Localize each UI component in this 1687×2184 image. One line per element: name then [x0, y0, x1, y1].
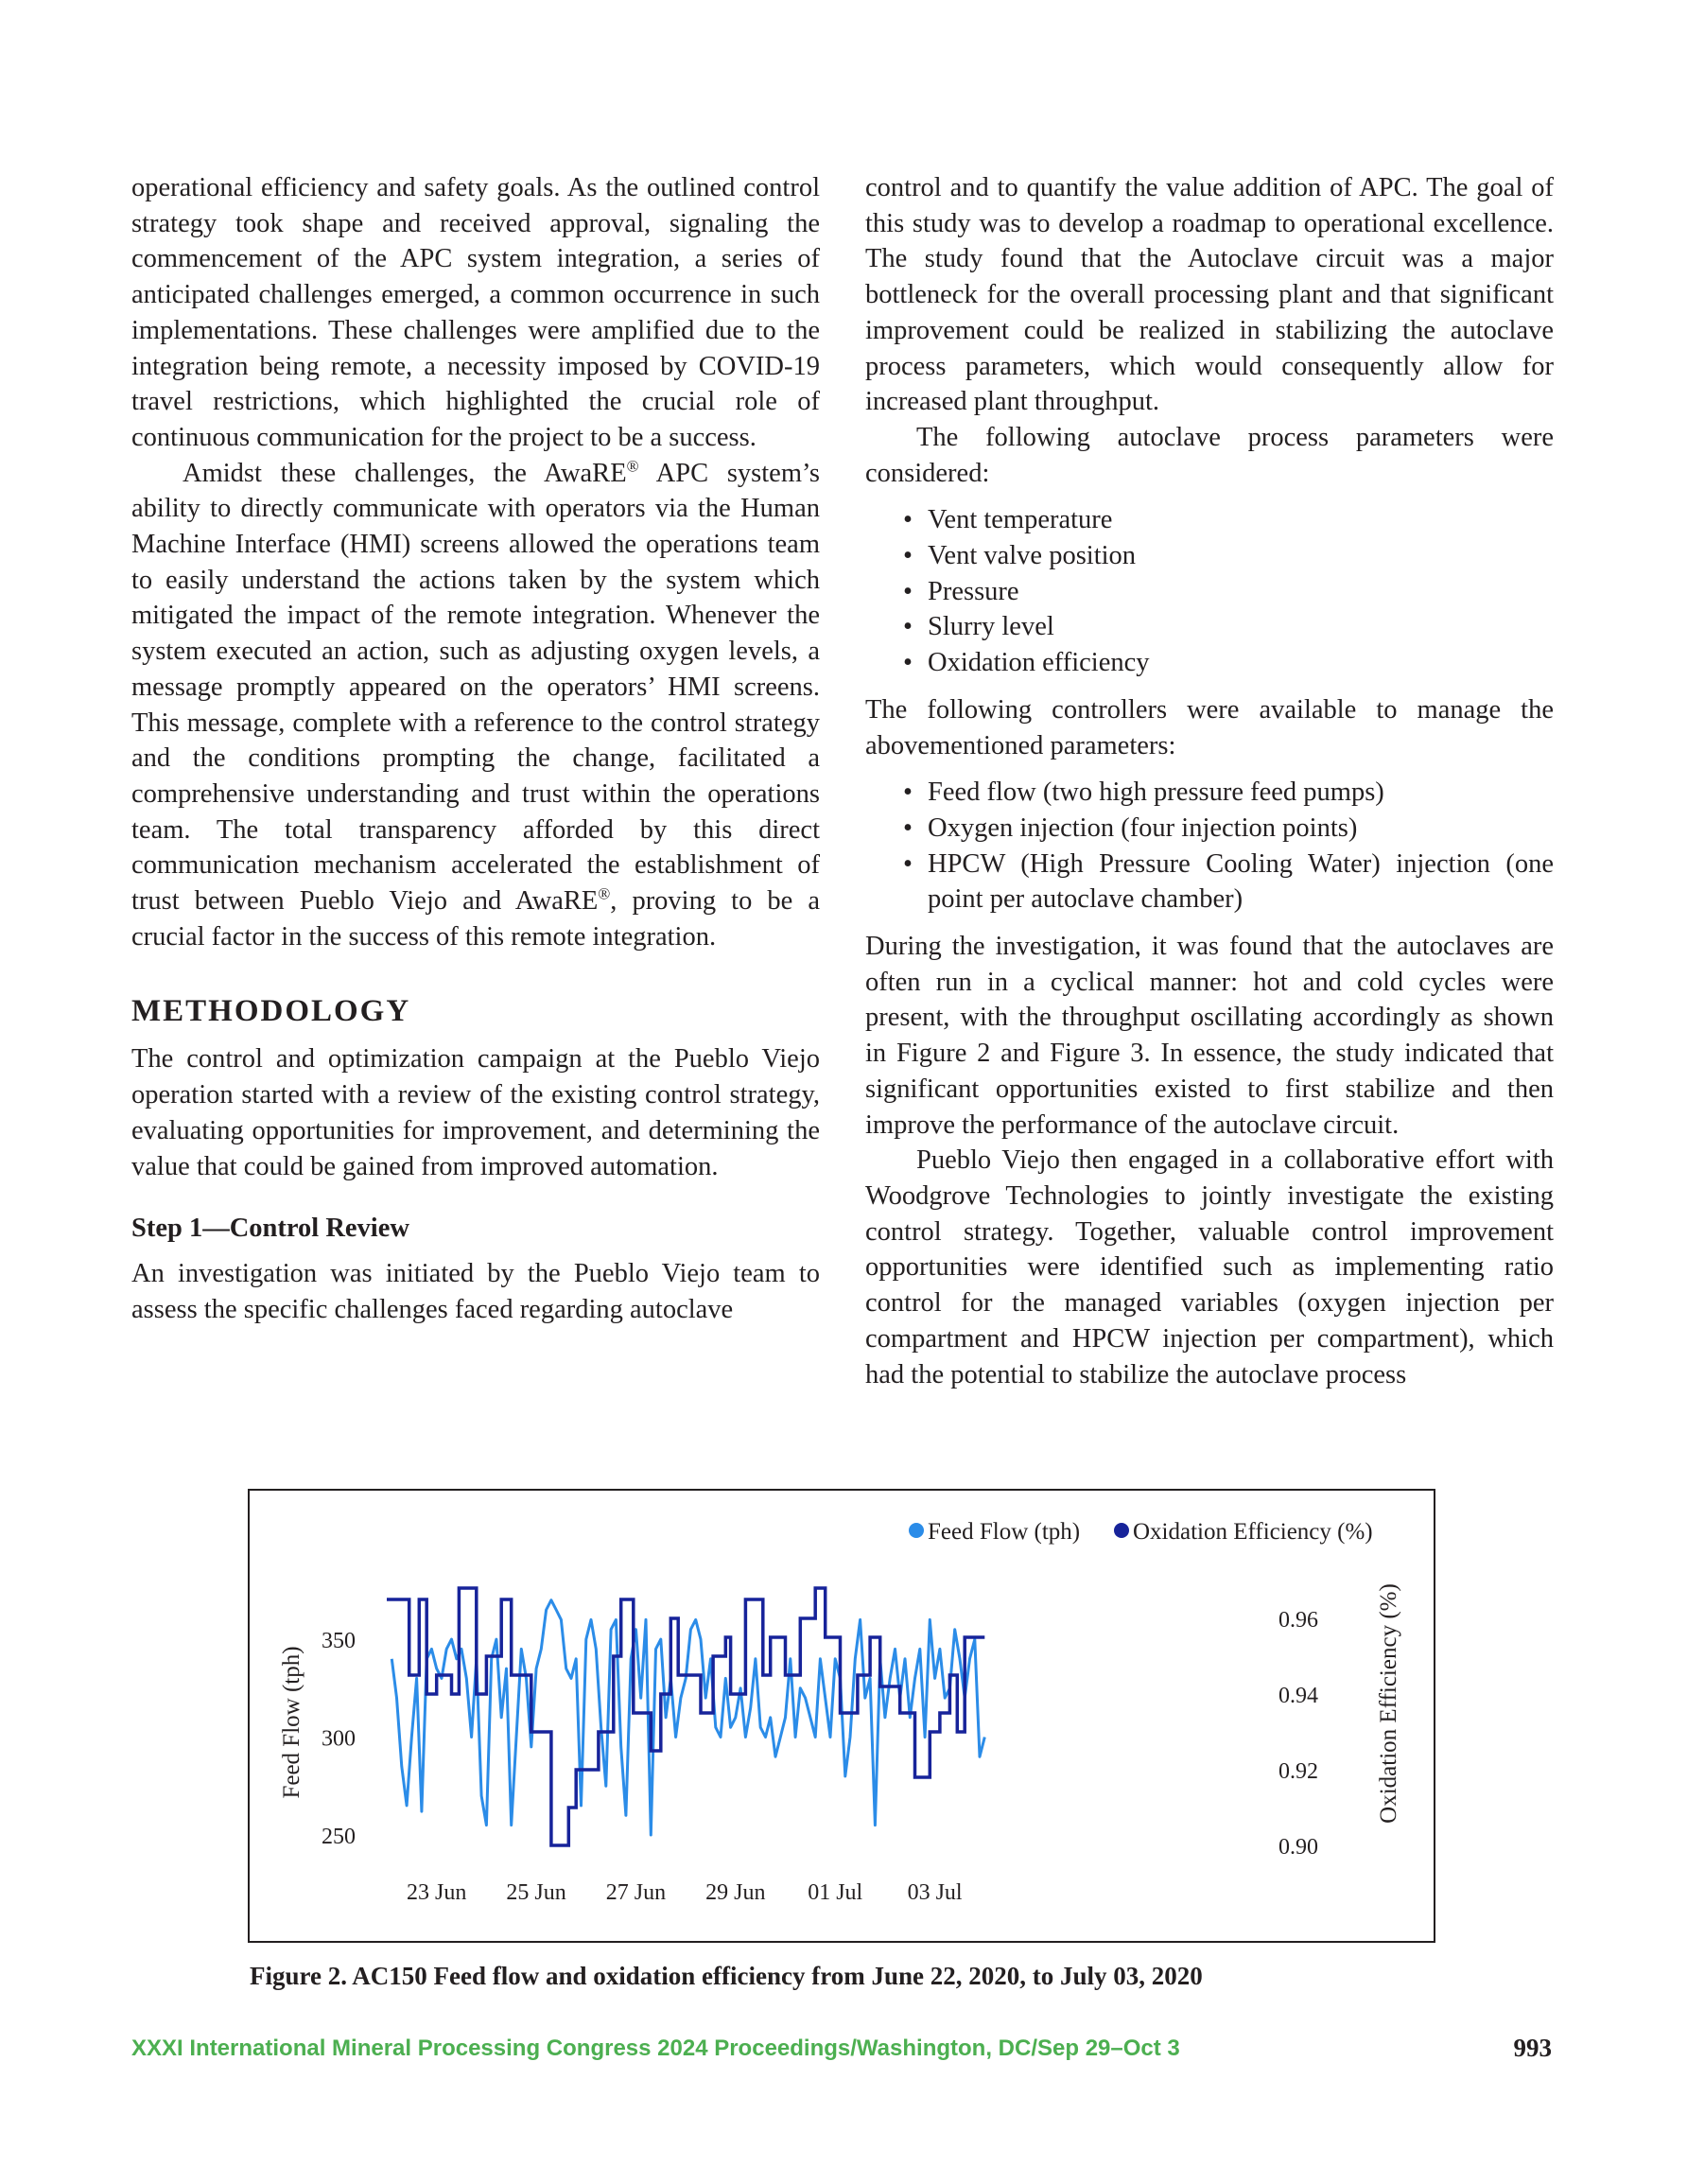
bullet: •	[903, 648, 913, 678]
paragraph: operational efficiency and safety goals. As the outlined control strategy took shape and received approval, signaling the commencement of the APC system integration, a series of anticipated challenges emerged, a common occurrence in such implementations. These challenges were amplified due to the integration being remote, a necessity imposed by COVID-19 travel restrictions, which highlighted the crucial role of continuous communication for the project to be a success.	[131, 173, 820, 452]
x-tick-label: 03 Jul	[907, 1880, 963, 1905]
paragraph: An investigation was initiated by the Pueblo Viejo team to assess the specific challenges faced regarding autoclave	[131, 1258, 820, 1324]
bullet: •	[903, 778, 913, 808]
legend-label-feed-flow: Feed Flow (tph)	[928, 1519, 1081, 1545]
list-item: • Oxygen injection (four injection points)	[903, 811, 1554, 847]
y-axis-label: Feed Flow (tph)	[279, 1646, 304, 1799]
list-item: • Feed flow (two high pressure feed pumps)	[903, 775, 1554, 811]
list-item: • Slurry level	[903, 609, 1554, 645]
text-run: , proving to be a crucial factor in the success of this remote integration.	[131, 886, 820, 952]
paragraph: The following autoclave process parameters were considered:	[865, 422, 1554, 488]
footer-text: XXXI International Mineral Processing Congress 2024 Proceedings/Washington, DC/Sep 29–Oct 3	[131, 2035, 1180, 2061]
left-column	[131, 170, 820, 1327]
x-tick-label: 25 Jun	[506, 1880, 566, 1905]
text-run: Amidst these challenges, the AwaRE	[183, 458, 627, 488]
paragraph: The following controllers were available to manage the abovementioned parameters:	[865, 694, 1554, 760]
list-item: • Pressure	[903, 574, 1554, 610]
y2-tick-label: 0.94	[1278, 1684, 1318, 1708]
figure-2-chart	[248, 1489, 1435, 1943]
x-tick-label: 29 Jun	[705, 1880, 766, 1905]
bullet: •	[903, 505, 913, 535]
x-tick-label: 01 Jul	[808, 1880, 863, 1905]
y2-tick-label: 0.90	[1278, 1835, 1318, 1860]
subsection-heading: Step 1—Control Review	[131, 1214, 409, 1244]
x-tick-label: 27 Jun	[605, 1880, 667, 1905]
chart-svg	[250, 1491, 1434, 1941]
y2-axis-label: Oxidation Efficiency (%)	[1376, 1583, 1401, 1824]
text-run: APC system’s ability to directly communicate with operators via the Human Machine Interface (HMI) screens allowed the operations team to easily understand the actions taken by the system which mitigated the impact of the remote integration. Whenever the system executed an action, such as adjusting oxygen levels, a message promptly appeared on the operators’ HMI screens. This message, complete with a reference to the control strategy and the conditions prompting the change, facilitated a comprehensive understanding and trust within the operations team. The total transparency afforded by this direct communication mechanism accelerated the establishment of trust between Pueblo Viejo and AwaRE	[131, 458, 821, 917]
legend-marker-oxidation-efficiency	[1114, 1523, 1129, 1538]
y2-tick-label: 0.96	[1278, 1608, 1318, 1633]
bullet: •	[903, 612, 913, 642]
list-item: • HPCW (High Pressure Cooling Water) injection (one point per autoclave chamber)	[903, 847, 1554, 917]
bullet: •	[903, 812, 913, 843]
legend-marker-feed-flow	[909, 1523, 924, 1538]
paragraph	[131, 456, 820, 955]
controller-list	[865, 775, 1554, 917]
y-tick-label: 300	[322, 1726, 356, 1752]
page-number: 993	[1513, 2034, 1552, 2062]
parameter-list	[865, 502, 1554, 681]
series-line-feed-flow	[391, 1600, 984, 1835]
bullet: •	[903, 576, 913, 606]
right-column	[865, 170, 1554, 1392]
paragraph: control and to quantify the value addition of APC. The goal of this study was to develop a roadmap to operational excellence. The study found that the Autoclave circuit was a major bottleneck for the overall processing plant and that significant improvement could be realized in stabilizing the autoclave process parameters, which would consequently allow for increased plant throughput.	[865, 173, 1554, 417]
paragraph: Pueblo Viejo then engaged in a collaborative effort with Woodgrove Technologies to jointly investigate the existing control strategy. Together, valuable control improvement opportunities were identified such as implementing ratio control for the managed variables (oxygen injection per compartment and HPCW injection per compartment), which had the potential to stabilize the autoclave process	[865, 1145, 1554, 1389]
section-heading: METHODOLOGY	[131, 994, 411, 1029]
y-tick-label: 250	[322, 1824, 356, 1849]
figure-caption: Figure 2. AC150 Feed flow and oxidation efficiency from June 22, 2020, to July 03, 2020	[250, 1962, 1203, 1990]
series-line-oxidation-efficiency	[387, 1588, 984, 1845]
bullet: •	[903, 848, 913, 879]
paragraph: During the investigation, it was found that the autoclaves are often run in a cyclical manner: hot and cold cycles were present, with the throughput oscillating accordingly as shown in Figure 2 and Figure 3. In essence, the study indicated that significant opportunities existed to first stabilize and then improve the performance of the autoclave circuit.	[865, 932, 1554, 1140]
legend-label-oxidation-efficiency: Oxidation Efficiency (%)	[1133, 1519, 1373, 1545]
list-item: • Oxidation efficiency	[903, 645, 1554, 681]
y-tick-label: 350	[322, 1629, 356, 1654]
registered-mark: ®	[626, 457, 639, 476]
bullet: •	[903, 541, 913, 571]
y2-tick-label: 0.92	[1278, 1759, 1318, 1784]
x-tick-label: 23 Jun	[407, 1880, 467, 1905]
paragraph: The control and optimization campaign at the Pueblo Viejo operation started with a review of the existing control strategy, evaluating opportunities for improvement, and determining the value that could be gained from improved automation.	[131, 1044, 820, 1181]
list-item: • Vent temperature	[903, 502, 1554, 538]
list-item: • Vent valve position	[903, 538, 1554, 574]
registered-mark: ®	[598, 884, 611, 903]
